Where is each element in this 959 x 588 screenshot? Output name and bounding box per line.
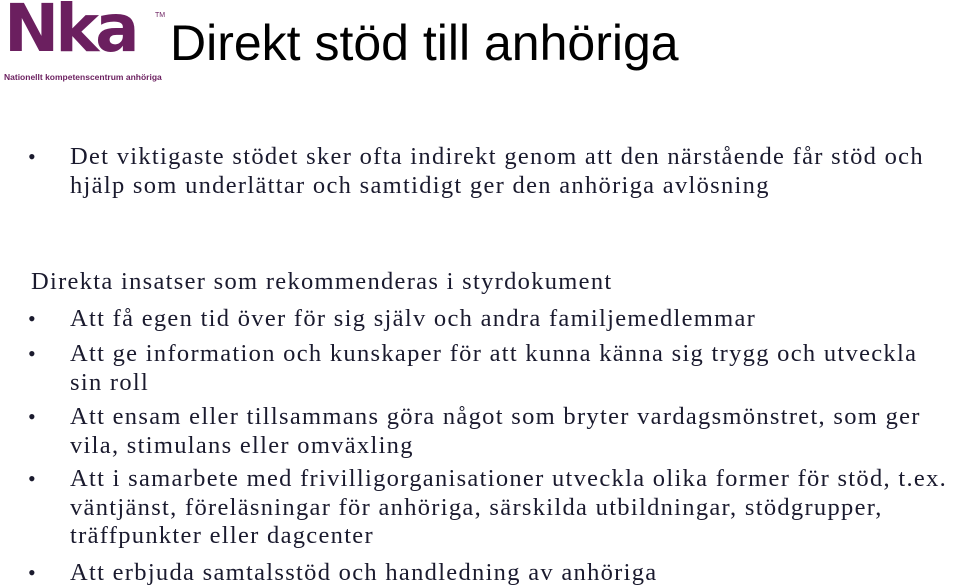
list-item: Att ge information och kunskaper för att kunna känna sig trygg och utveckla sin roll: [70, 340, 918, 396]
section-heading: Direkta insatser som rekommenderas i styrdokument: [31, 268, 613, 295]
list-item: Att i samarbete med frivilligorganisationer utveckla olika former för stöd, t.ex. väntjänst, föreläsningar för anhöriga, särskilda utbildningar, stödgrupper, träffpunkter eller dagcenter: [70, 465, 948, 549]
bullet-icon: •: [28, 560, 38, 585]
logo-subtitle: Nationellt kompetenscentrum anhöriga: [4, 72, 162, 82]
bullet-icon: •: [28, 404, 38, 429]
bullet-icon: •: [28, 466, 38, 491]
nka-logo: [4, 2, 166, 86]
list-item: Att ensam eller tillsammans göra något som bryter vardagsmönstret, som ger vila, stimulans eller omväxling: [70, 403, 921, 459]
bullet-icon: •: [28, 306, 38, 331]
bullet-icon: •: [28, 144, 38, 169]
bullet-icon: •: [28, 341, 38, 366]
logo-trademark: TM: [155, 12, 166, 19]
intro-bullet-text: Det viktigaste stödet sker ofta indirekt genom att den närstående får stöd och hjälp som underlättar och samtidigt ger den anhöriga avlösning: [70, 143, 924, 199]
list-item: Att erbjuda samtalsstöd och handledning av anhöriga: [70, 559, 658, 586]
slide-title: Direkt stöd till anhöriga: [170, 15, 679, 71]
logo-wordmark: Nka: [4, 0, 136, 67]
list-item: Att få egen tid över för sig själv och andra familjemedlemmar: [70, 305, 757, 332]
